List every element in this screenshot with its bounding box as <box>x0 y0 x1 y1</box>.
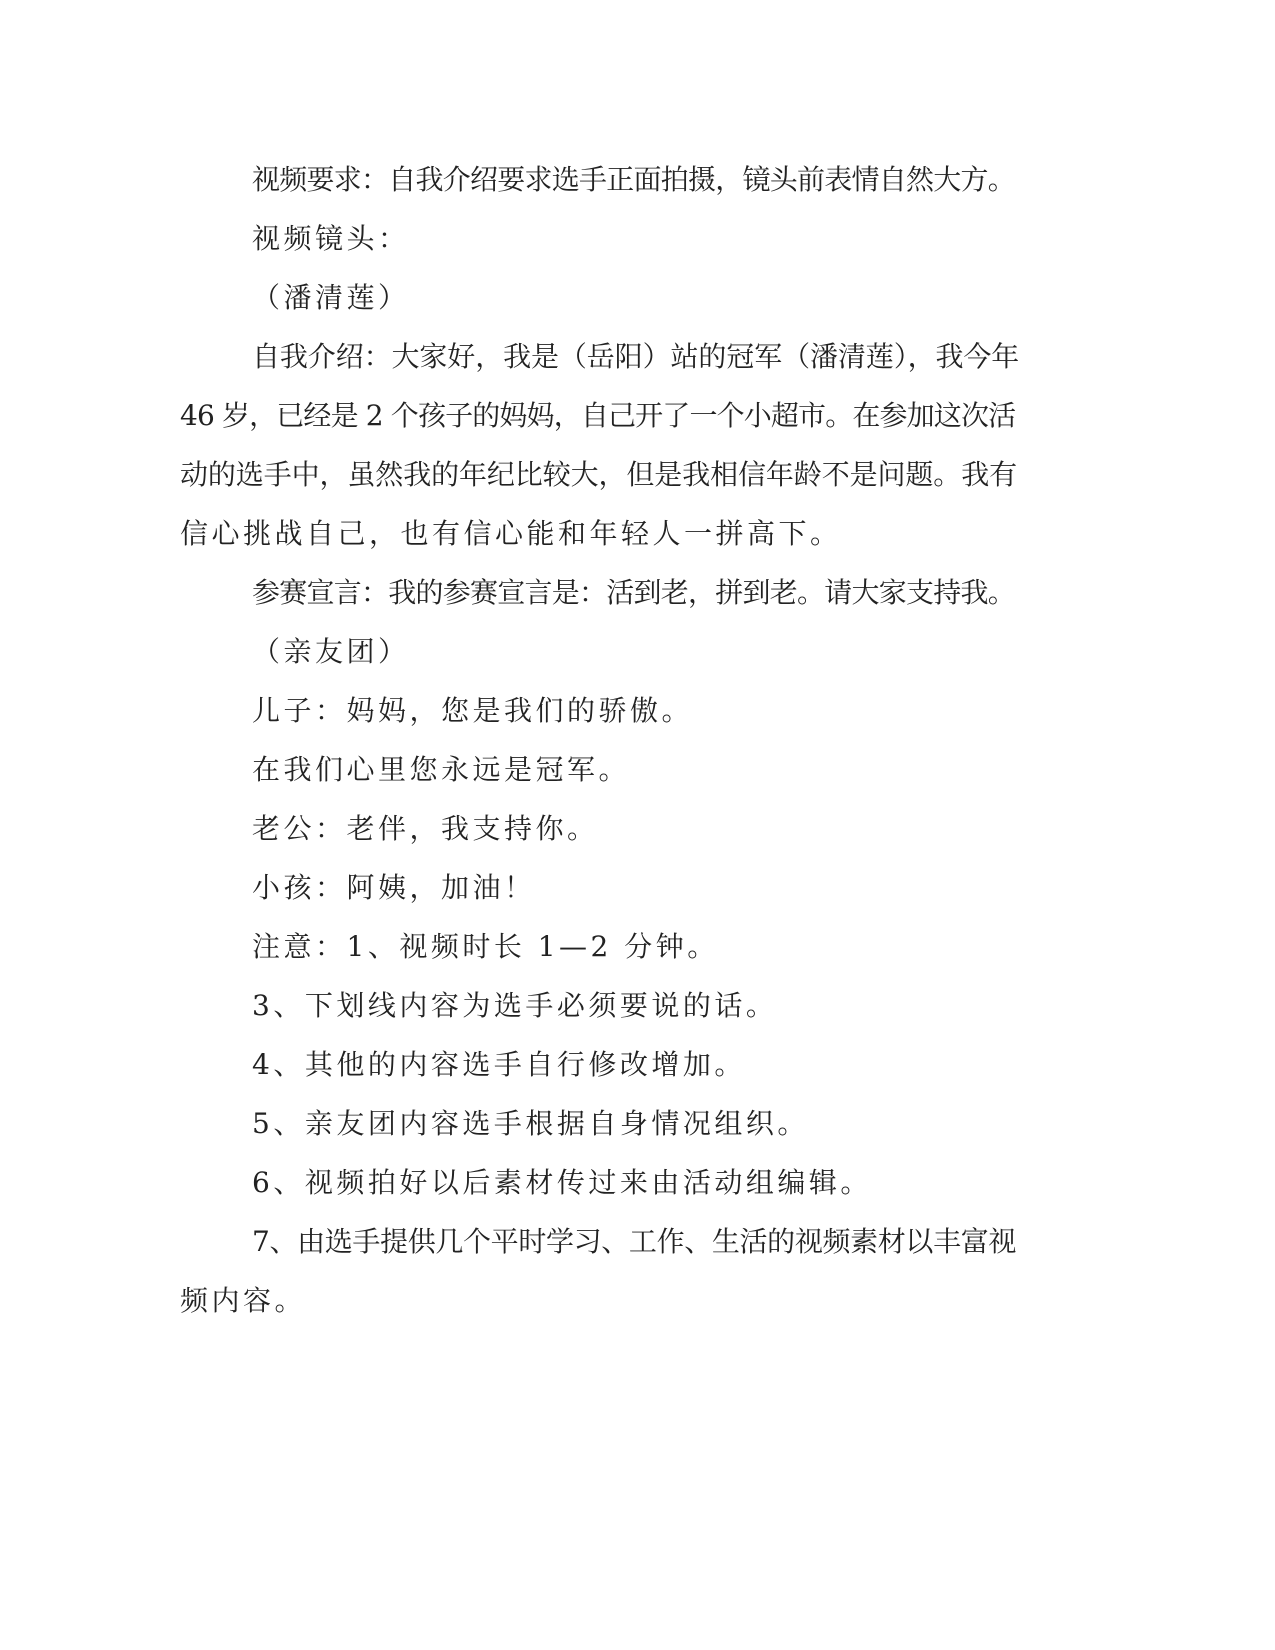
paragraph-contestant-name: （潘清莲） <box>252 281 410 314</box>
paragraph-note-7-line-1: 7、由选手提供几个平时学习、工作、生活的视频素材以丰富视 <box>252 1225 1017 1258</box>
paragraph-note-4: 4、其他的内容选手自行修改增加。 <box>252 1048 746 1081</box>
paragraph-self-intro-line-4: 信心挑战自己，也有信心能和年轻人一拼高下。 <box>180 517 842 550</box>
paragraph-son-continued: 在我们心里您永远是冠军。 <box>252 753 631 786</box>
paragraph-son: 儿子：妈妈，您是我们的骄傲。 <box>252 694 694 727</box>
paragraph-video-shots: 视频镜头： <box>252 222 410 255</box>
paragraph-child: 小孩：阿姨，加油！ <box>252 871 536 904</box>
paragraph-note-1: 注意：1、视频时长 1—2 分钟。 <box>252 930 719 963</box>
paragraph-friends-group: （亲友团） <box>252 635 410 668</box>
paragraph-note-6: 6、视频拍好以后素材传过来由活动组编辑。 <box>252 1166 872 1199</box>
paragraph-self-intro-line-3: 动的选手中，虽然我的年纪比较大，但是我相信年龄不是问题。我有 <box>180 458 1018 491</box>
paragraph-video-requirements: 视频要求：自我介绍要求选手正面拍摄，镜头前表情自然大方。 <box>252 163 1016 196</box>
paragraph-note-5: 5、亲友团内容选手根据自身情况组织。 <box>252 1107 809 1140</box>
paragraph-husband: 老公：老伴，我支持你。 <box>252 812 599 845</box>
paragraph-declaration: 参赛宣言：我的参赛宣言是：活到老，拼到老。请大家支持我。 <box>252 576 1016 609</box>
paragraph-note-7-line-2: 频内容。 <box>180 1284 307 1317</box>
paragraph-note-3: 3、下划线内容为选手必须要说的话。 <box>252 989 778 1022</box>
paragraph-self-intro-line-1: 自我介绍：大家好，我是（岳阳）站的冠军（潘清莲），我今年 <box>252 340 1020 373</box>
paragraph-self-intro-line-2: 46 岁，已经是 2 个孩子的妈妈，自己开了一个小超市。在参加这次活 <box>180 399 1016 432</box>
